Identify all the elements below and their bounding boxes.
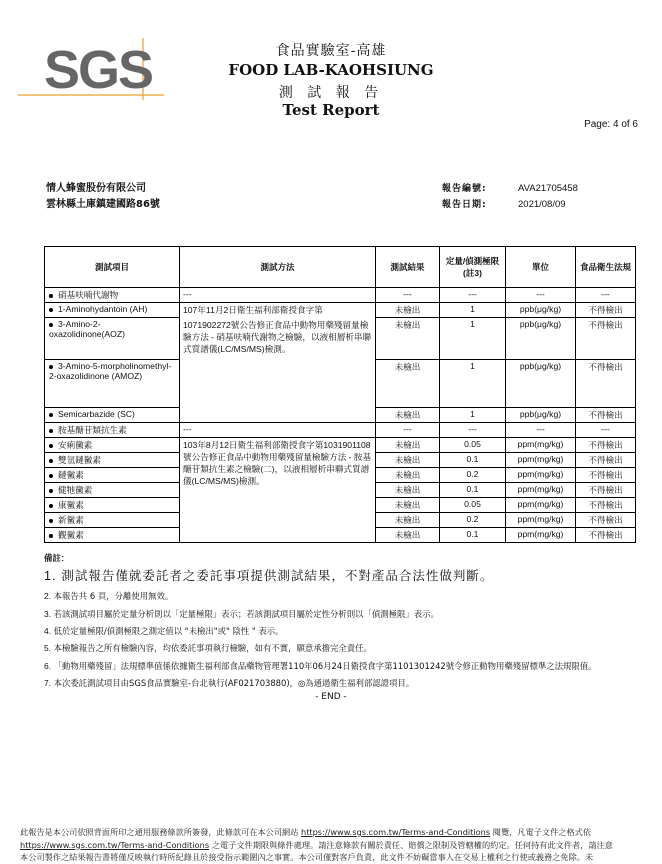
cell-result: 未檢出 <box>376 303 440 318</box>
note-text: 測試報告僅就委託者之委託事項提供測試結果，不對產品合法性做判斷。 <box>61 568 494 584</box>
cell-regulation: 不得檢出 <box>576 453 636 468</box>
cell-limit: 0.1 <box>440 483 506 498</box>
table-row <box>45 318 636 360</box>
bullet-icon <box>49 365 53 369</box>
cell-regulation: 不得檢出 <box>576 360 636 408</box>
cell-method: 107年11月2日衛生福利部衛授食字第 <box>180 303 376 318</box>
cell-method: 103年8月12日衛生福利部衛授食字第1031901108號公告修正食品中動物用藥殘留量檢驗方法 - 胺基醣苷類抗生素之檢驗(二)，以液相層析串聯式質譜儀(LC/MS/MS)檢測。 <box>180 438 376 543</box>
table-row <box>45 288 636 303</box>
cell-result: 未檢出 <box>376 360 440 408</box>
cell-unit: ppm(mg/kg) <box>506 468 576 483</box>
cell-unit: ppm(mg/kg) <box>506 528 576 543</box>
note-text: 低於定量極限/偵測極限之測定值以 "未檢出"或" 陰性 " 表示。 <box>53 625 284 636</box>
table-header-row <box>45 247 636 288</box>
bullet-icon <box>49 429 53 433</box>
cell-limit: --- <box>440 288 506 303</box>
item-name: 安痢黴素 <box>58 440 93 450</box>
footer-line <box>20 839 660 852</box>
cell-unit: ppb(μg/kg) <box>506 408 576 423</box>
cell-result: --- <box>376 288 440 303</box>
cell-regulation: 不得檢出 <box>576 318 636 360</box>
item-name: 健牠黴素 <box>58 485 93 495</box>
report-number: AVA21705458 <box>518 183 578 194</box>
cell-limit: 1 <box>440 318 506 360</box>
cell-regulation: 不得檢出 <box>576 303 636 318</box>
note-text: 若該測試項目屬於定量分析則以「定量極限」表示；若該測試項目屬於定性分析則以「偵測極限」表示。 <box>53 608 439 619</box>
cell-regulation: 不得檢出 <box>576 468 636 483</box>
item-name: 雙氫鏈黴素 <box>58 455 101 465</box>
cell-result: 未檢出 <box>376 498 440 513</box>
footer-line <box>20 826 660 839</box>
group-name: 胺基醣苷類抗生素 <box>58 425 127 435</box>
cell-result: 未檢出 <box>376 318 440 360</box>
bullet-icon <box>49 413 53 417</box>
cell-unit: ppm(mg/kg) <box>506 453 576 468</box>
cell-result: 未檢出 <box>376 513 440 528</box>
table-row <box>45 438 636 453</box>
cell-limit: 0.2 <box>440 468 506 483</box>
report-meta <box>442 181 578 213</box>
client-address: 雲林縣土庫鎮建國路86號 <box>46 199 160 210</box>
table-row <box>45 303 636 318</box>
cell-limit: 0.1 <box>440 453 506 468</box>
note-item <box>44 568 644 585</box>
footer-line: 本公司製作之結果報告書將僅反映執行時所紀錄且於接受指示範圍內之事實。本公司僅對客戶負責，此文件不妨礙當事人在交易上權利之行使或義務之免除。未 <box>20 852 594 862</box>
cell-unit: ppm(mg/kg) <box>506 513 576 528</box>
footer-text: 之電子文件期限與條件處理。請注意條款有關於責任、賠償之限制及管轄權的約定。任何持有此文件者，請注意 <box>211 839 613 850</box>
client-block <box>46 181 160 213</box>
cell-method: 1071902272號公告修正食品中動物用藥殘留量檢驗方法 - 硝基呋喃代謝物之檢驗，以液相層析串聯式質譜儀(LC/MS/MS)檢測。 <box>180 318 376 423</box>
cell-method: --- <box>180 423 376 438</box>
cell-unit: --- <box>506 288 576 303</box>
cell-unit: ppm(mg/kg) <box>506 483 576 498</box>
note-number: 6. <box>44 660 51 671</box>
report-number-label: 報告編號: <box>442 184 487 194</box>
lab-name-en: FOOD LAB-KAOHSIUNG <box>228 61 434 79</box>
report-title-en: Test Report <box>282 101 380 119</box>
bullet-icon <box>49 534 53 538</box>
bullet-icon <box>49 308 53 312</box>
cell-result: 未檢出 <box>376 438 440 453</box>
note-text: 本報告共 6 頁，分離使用無效。 <box>53 591 174 602</box>
cell-result: 未檢出 <box>376 483 440 498</box>
report-date-label: 報告日期: <box>442 200 487 210</box>
item-name: 1-Aminohydantoin (AH) <box>58 304 148 314</box>
cell-limit: 1 <box>440 408 506 423</box>
cell-limit: 0.05 <box>440 498 506 513</box>
bullet-icon <box>49 323 53 327</box>
col-header-item: 測試項目 <box>45 247 180 288</box>
svg-text:SGS: SGS <box>44 40 153 100</box>
item-name: 3-Amino-5-morpholinomethyl-2-oxazolidinone (AMOZ) <box>49 361 172 381</box>
cell-limit: 0.2 <box>440 513 506 528</box>
cell-unit: ppb(μg/kg) <box>506 318 576 360</box>
note-number: 7. <box>44 677 51 688</box>
cell-regulation: 不得檢出 <box>576 408 636 423</box>
col-header-regulation: 食品衛生法規 <box>576 247 636 288</box>
terms-link[interactable]: https://www.sgs.com.tw/Terms-and-Conditions <box>301 827 491 837</box>
col-header-method: 測試方法 <box>180 247 376 288</box>
cell-unit: --- <box>506 423 576 438</box>
lab-name-zh: 食品實驗室-高雄 <box>275 43 387 59</box>
note-item <box>44 678 644 689</box>
cell-unit: ppb(μg/kg) <box>506 303 576 318</box>
report-date: 2021/08/09 <box>518 199 566 210</box>
cell-unit: ppb(μg/kg) <box>506 360 576 408</box>
item-name: 新黴素 <box>58 515 84 525</box>
note-text: 本檢驗報告之所有檢驗內容，均依委託事項執行檢驗，如有不實，願意承擔完全責任。 <box>53 643 372 654</box>
cell-regulation: 不得檢出 <box>576 528 636 543</box>
cell-result: 未檢出 <box>376 408 440 423</box>
item-name: Semicarbazide (SC) <box>58 409 135 419</box>
note-item <box>44 626 644 637</box>
cell-result: 未檢出 <box>376 453 440 468</box>
cell-limit: --- <box>440 423 506 438</box>
bullet-icon <box>49 444 53 448</box>
cell-regulation: 不得檢出 <box>576 498 636 513</box>
cell-limit: 0.05 <box>440 438 506 453</box>
client-name: 情人蜂蜜股份有限公司 <box>46 183 146 194</box>
item-name: 康黴素 <box>58 500 84 510</box>
note-text: 「動物用藥殘留」法規標準值係依據衛生福利部食品藥物管理署110年06月24日衛授食字第1101301242號令修正動物用藥殘留標準之法規限值。 <box>53 660 597 671</box>
bullet-icon <box>49 294 53 298</box>
note-item <box>44 661 644 672</box>
cell-result: 未檢出 <box>376 528 440 543</box>
page-number: Page: 4 of 6 <box>584 119 638 130</box>
note-item <box>44 609 644 620</box>
footer-text: 閱覽，凡電子文件之格式依 <box>492 827 592 837</box>
cell-regulation: 不得檢出 <box>576 483 636 498</box>
note-item <box>44 591 644 602</box>
bullet-icon <box>49 489 53 493</box>
group-name: 硝基呋喃代謝物 <box>58 290 119 300</box>
cell-limit: 1 <box>440 360 506 408</box>
item-name: 3-Amino-2-oxazolidinone(AOZ) <box>49 319 125 339</box>
cell-result: 未檢出 <box>376 468 440 483</box>
notes-title: 備註： <box>44 553 70 563</box>
cell-method: --- <box>180 288 376 303</box>
cell-limit: 0.1 <box>440 528 506 543</box>
item-name: 鏈黴素 <box>58 470 84 480</box>
note-number: 5. <box>44 643 51 654</box>
bullet-icon <box>49 504 53 508</box>
note-number: 4. <box>44 625 51 636</box>
note-number: 2. <box>44 591 51 602</box>
cell-regulation: --- <box>576 288 636 303</box>
note-number: 3. <box>44 608 51 619</box>
end-marker: - END - <box>315 692 347 702</box>
cell-result: --- <box>376 423 440 438</box>
cell-regulation: 不得檢出 <box>576 438 636 453</box>
note-text: 本次委託測試項目由SGS食品實驗室-台北執行(AF021703880)，◎為通過衛生福利部認證項目。 <box>53 677 415 688</box>
note-number: 1. <box>44 569 57 584</box>
col-header-result: 測試結果 <box>376 247 440 288</box>
bullet-icon <box>49 474 53 478</box>
cell-limit: 1 <box>440 303 506 318</box>
terms-link[interactable]: https://www.sgs.com.tw/Terms-and-Conditions <box>20 839 210 850</box>
col-header-unit: 單位 <box>506 247 576 288</box>
report-title-zh: 測 試 報 告 <box>278 85 384 101</box>
footer-text: 此報告是本公司依照背面所印之通用服務條款所簽發，此條款可在本公司網站 <box>20 827 299 837</box>
notes-section <box>44 553 644 695</box>
bullet-icon <box>49 519 53 523</box>
cell-regulation: --- <box>576 423 636 438</box>
table-row <box>45 423 636 438</box>
cell-unit: ppm(mg/kg) <box>506 438 576 453</box>
note-item <box>44 643 644 654</box>
cell-unit: ppm(mg/kg) <box>506 498 576 513</box>
cell-regulation: 不得檢出 <box>576 513 636 528</box>
results-table <box>44 246 636 543</box>
footer-disclaimer <box>20 826 660 864</box>
bullet-icon <box>49 459 53 463</box>
col-header-limit: 定量/偵測極限(註3) <box>440 247 506 288</box>
item-name: 觀黴素 <box>58 530 84 540</box>
